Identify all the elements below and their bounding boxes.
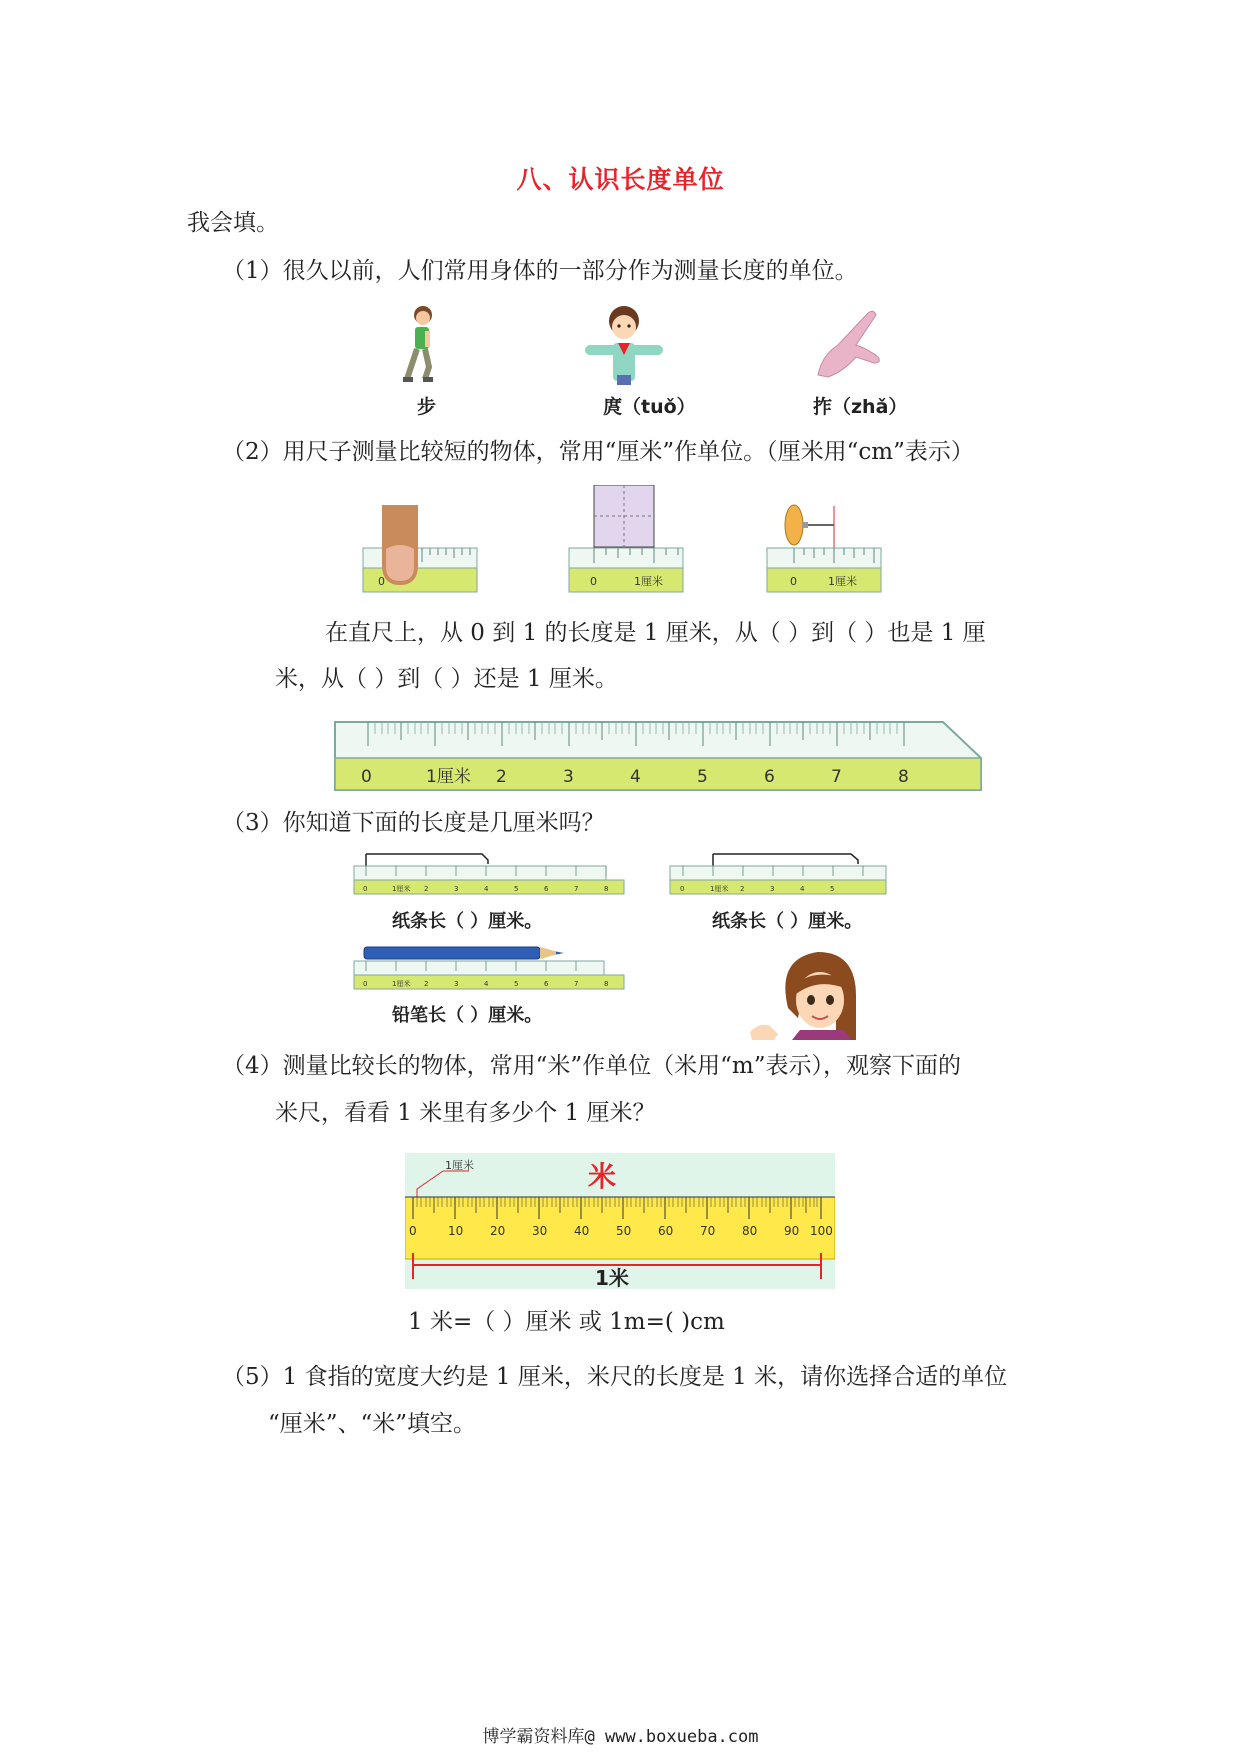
- strip2-label-0: 0: [680, 885, 685, 893]
- meter-scale-40: 40: [574, 1224, 590, 1238]
- strip2-label-2: 2: [740, 885, 745, 893]
- strip1-label-2: 2: [424, 885, 429, 893]
- ruler-label-6: 6: [764, 767, 775, 787]
- ruler-label-0: 0: [361, 767, 372, 787]
- ruler-label-1cm: 1厘米: [426, 767, 471, 787]
- meter-scale-80: 80: [742, 1224, 758, 1238]
- meter-scale-30: 30: [532, 1224, 548, 1238]
- meter-scale-60: 60: [658, 1224, 674, 1238]
- pencil-label-1: 1厘米: [392, 980, 411, 988]
- meter-stick-figure: [405, 1153, 835, 1289]
- strip2-label-4: 4: [800, 885, 805, 893]
- pencil-label-3: 3: [454, 980, 459, 988]
- q1-text: （1）很久以前，人们常用身体的一部分作为测量长度的单位。: [222, 258, 858, 284]
- ruler-pushpin-zero: 0: [790, 575, 797, 588]
- strip-ruler-1: [352, 850, 627, 898]
- ruler-square-label: 1厘米: [634, 575, 663, 588]
- ruler-square-zero: 0: [590, 575, 597, 588]
- pencil-label-7: 7: [574, 980, 579, 988]
- pencil-label-6: 6: [544, 980, 549, 988]
- pencil-caption: 铅笔长（ ）厘米。: [392, 1005, 543, 1026]
- meter-scale-50: 50: [616, 1224, 632, 1238]
- strip2-label-1: 1厘米: [710, 885, 729, 893]
- meter-scale-70: 70: [700, 1224, 716, 1238]
- strip2-caption: 纸条长（ ）厘米。: [712, 911, 863, 932]
- meter-scale-100: 100: [810, 1224, 833, 1238]
- q4-text-line1: （4）测量比较长的物体，常用“米”作单位（米用“m”表示），观察下面的: [222, 1053, 961, 1079]
- ruler-pushpin-label: 1厘米: [828, 575, 857, 588]
- strip1-label-8: 8: [604, 885, 609, 893]
- q3-text: （3）你知道下面的长度是几厘米吗？: [222, 810, 605, 836]
- strip-ruler-2: [668, 850, 890, 898]
- caption-step: 步: [417, 396, 437, 418]
- intro-text: 我会填。: [187, 210, 279, 236]
- pencil-ruler: [352, 945, 627, 993]
- page-title: 八、认识长度单位: [516, 165, 725, 194]
- q5-text-line2: “厘米”、“米”填空。: [268, 1411, 477, 1437]
- q4-equation: 1 米=（ ）厘米 或 1m=( )cm: [408, 1309, 725, 1335]
- q5-text-line1: （5）1 食指的宽度大约是 1 厘米，米尺的长度是 1 米，请你选择合适的单位: [222, 1364, 1008, 1390]
- strip1-label-5: 5: [514, 885, 519, 893]
- strip1-label-1: 1厘米: [392, 885, 411, 893]
- boy-arms-stretched-image: [583, 305, 665, 387]
- centimeter-ruler: [333, 720, 983, 792]
- q4-text-line2: 米尺，看看 1 米里有多少个 1 厘米？: [275, 1100, 656, 1126]
- page-footer: 博学霸资料库@ www.boxueba.com: [482, 1727, 759, 1747]
- ruler-label-7: 7: [831, 767, 842, 787]
- ruler-label-5: 5: [697, 767, 708, 787]
- meter-scale-90: 90: [784, 1224, 800, 1238]
- pencil-label-2: 2: [424, 980, 429, 988]
- q2-text: （2）用尺子测量比较短的物体，常用“厘米”作单位。（厘米用“cm”表示）: [222, 439, 974, 465]
- teacher-image: [748, 948, 878, 1040]
- strip1-label-3: 3: [454, 885, 459, 893]
- pencil-label-5: 5: [514, 980, 519, 988]
- caption-zha: 拃（zhǎ）: [813, 396, 908, 418]
- pencil-label-0: 0: [363, 980, 368, 988]
- pencil-label-4: 4: [484, 980, 489, 988]
- meter-length-label: 1米: [595, 1266, 629, 1289]
- q2-line1: 在直尺上，从 0 到 1 的长度是 1 厘米，从（ ）到（ ）也是 1 厘: [325, 620, 986, 646]
- ruler-pushpin-figure: [766, 500, 884, 593]
- meter-title: 米: [588, 1160, 617, 1193]
- ruler-label-4: 4: [630, 767, 641, 787]
- meter-cm-label: 1厘米: [445, 1159, 474, 1172]
- caption-tuo: 庹（tuǒ）: [603, 396, 696, 418]
- strip1-label-0: 0: [363, 885, 368, 893]
- strip1-label-6: 6: [544, 885, 549, 893]
- hand-span-image: [808, 305, 888, 380]
- strip2-label-3: 3: [770, 885, 775, 893]
- walking-boy-image: [395, 305, 445, 385]
- pencil-label-8: 8: [604, 980, 609, 988]
- strip1-caption: 纸条长（ ）厘米。: [392, 911, 543, 932]
- strip1-label-7: 7: [574, 885, 579, 893]
- ruler-label-3: 3: [563, 767, 574, 787]
- ruler-label-8: 8: [898, 767, 909, 787]
- ruler-label-2: 2: [496, 767, 507, 787]
- ruler-square-figure: [568, 485, 686, 593]
- strip2-label-5: 5: [830, 885, 835, 893]
- ruler-finger-figure: [362, 505, 480, 593]
- strip1-label-4: 4: [484, 885, 489, 893]
- meter-scale-10: 10: [448, 1224, 464, 1238]
- ruler-finger-zero: 0: [378, 575, 385, 588]
- q2-line2: 米，从（ ）到（ ）还是 1 厘米。: [275, 666, 618, 692]
- meter-scale-20: 20: [490, 1224, 506, 1238]
- meter-scale-0: 0: [409, 1224, 417, 1238]
